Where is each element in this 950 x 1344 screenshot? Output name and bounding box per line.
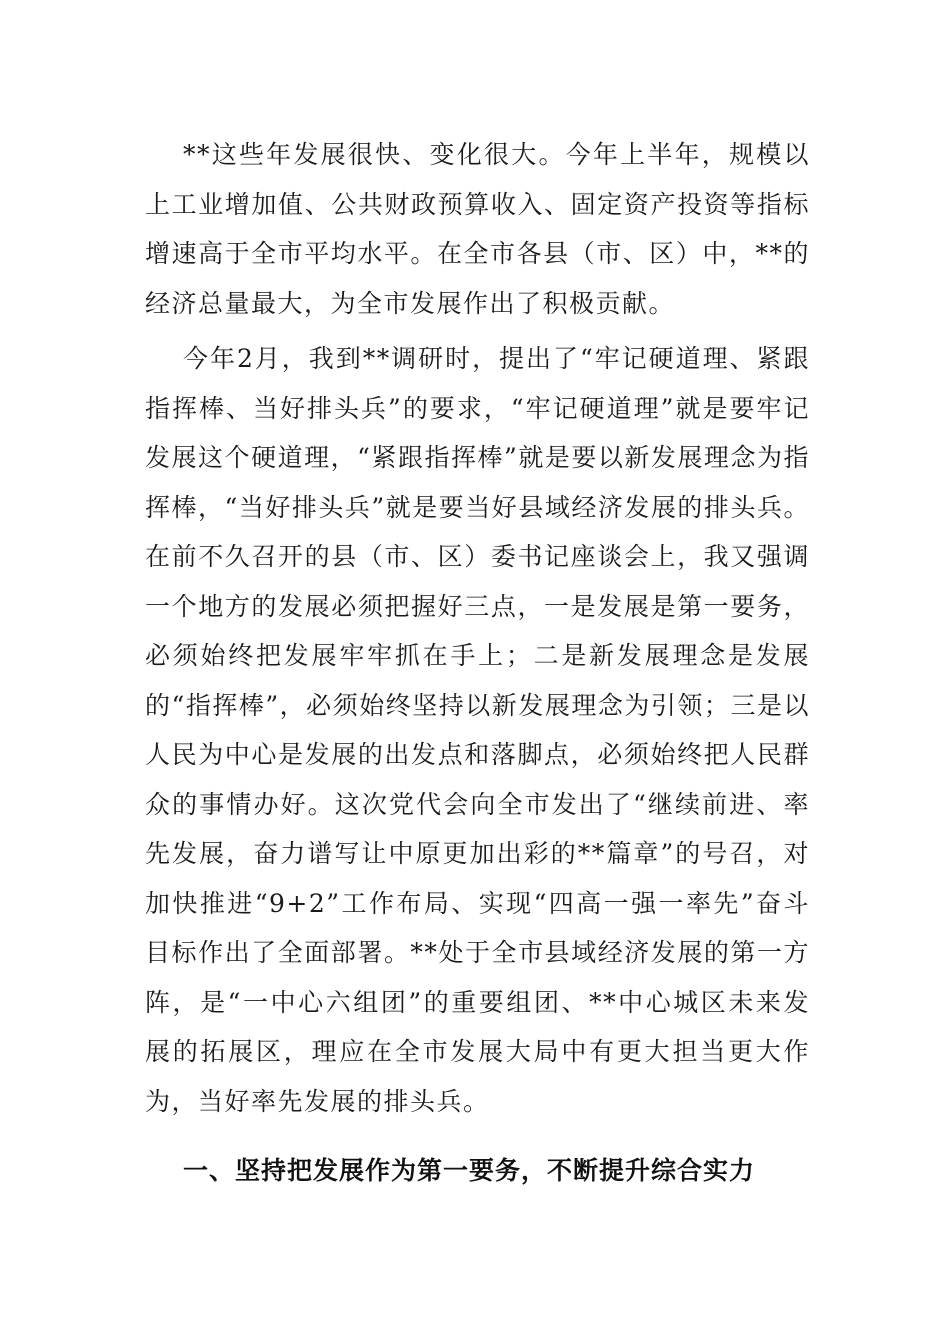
section-heading: 一、坚持把发展作为第一要务，不断提升综合实力: [183, 1156, 756, 1185]
body-paragraph-2: 今年2月，我到**调研时，提出了“牢记硬道理、紧跟指挥棒、当好排头兵”的要求，“牢记硬道理”就是要牢记发展这个硬道理，“紧跟指挥棒”就是要以新发展理念为指挥棒，“当好排头兵”就是要当好县域经济发展的排头兵。在前不久召开的县（市、区）委书记座谈会上，我又强调一个地方的发展必须把握好三点，一是发展是第一要务，必须始终把发展牢牢抓在手上；二是新发展理念是发展的“指挥棒”，必须始终坚持以新发展理念为引领；三是以人民为中心是发展的出发点和落脚点，必须始终把人民群众的事情办好。这次党代会向全市发出了“继续前进、率先发展，奋力谱写让中原更加出彩的**篇章”的号召，对加快推进“9+2”工作布局、实现“四高一强一率先”奋斗目标作出了全面部署。**处于全市县域经济发展的第一方阵，是“一中心六组团”的重要组团、**中心城区未来发展的拓展区，理应在全市发展大局中有更大担当更大作为，当好率先发展的排头兵。: [145, 344, 810, 1116]
body-paragraph-1: **这些年发展很快、变化很大。今年上半年，规模以上工业增加值、公共财政预算收入、固定资产投资等指标增速高于全市平均水平。在全市各县（市、区）中，**的经济总量最大，为全市发展作出了积极贡献。: [145, 140, 810, 318]
